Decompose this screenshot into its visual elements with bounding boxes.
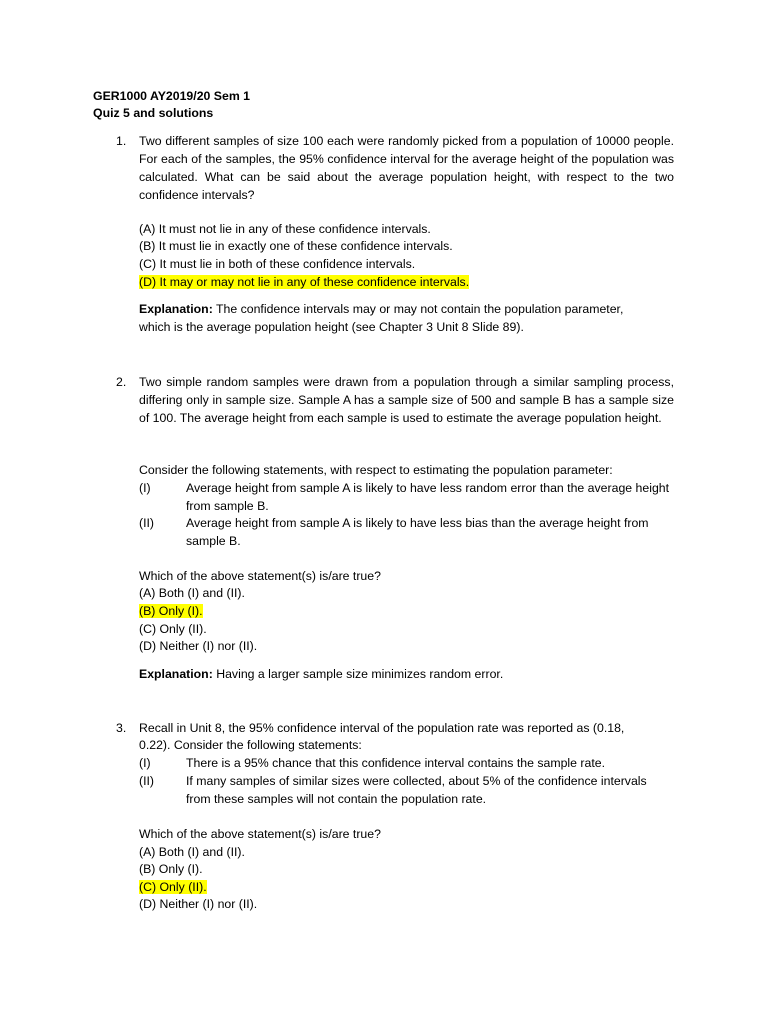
question-2-text: Two simple random samples were drawn from a population through a similar sampling process, differing only in sample size. Sample A has a sample size of 500 and sample B has a sample size of 100. The average height from each sample is used to estimate the average population height. — [139, 375, 674, 425]
explanation-text: Having a larger sample size minimizes random error. — [212, 667, 504, 681]
document-subtitle: Quiz 5 and solutions — [93, 106, 214, 120]
answer-highlight: (B) Only (I). — [139, 604, 203, 618]
answer-highlight: (D) It may or may not lie in any of these confidence intervals. — [139, 275, 470, 289]
document-title: GER1000 AY2019/20 Sem 1 — [93, 89, 251, 103]
q2-option-b-answer — [139, 602, 203, 620]
q3-option-b: (B) Only (I). — [139, 862, 203, 876]
question-1-text: Two different samples of size 100 each were randomly picked from a population of 10000 people. For each of the samples, the 95% confidence interval for the average height of the population was calculated. What can be said about the average population height, with respect to the two confidence intervals? — [139, 134, 674, 202]
q2-option-c: (C) Only (II). — [139, 622, 207, 636]
q1-option-a: (A) It must not lie in any of these confidence intervals. — [139, 222, 431, 236]
q2-statement-1-text: Average height from sample A is likely to have less random error than the average height from sample B. — [186, 481, 670, 513]
q3-statement-1-text: There is a 95% chance that this confidence interval contains the sample rate. — [186, 756, 606, 770]
question-3-line-1: Recall in Unit 8, the 95% confidence interval of the population rate was reported as (0.18, — [139, 721, 625, 735]
q1-explanation-line-2: which is the average population height (see Chapter 3 Unit 8 Slide 89). — [139, 320, 524, 334]
q3-statement-1-label: (I) — [139, 756, 151, 770]
q3-statement-2-label: (II) — [139, 774, 155, 788]
q2-statement-1-label: (I) — [139, 481, 151, 495]
q2-explanation — [139, 665, 503, 683]
explanation-text: The confidence intervals may or may not contain the population parameter, — [212, 302, 624, 316]
q3-option-d: (D) Neither (I) nor (II). — [139, 897, 258, 911]
q1-option-c: (C) It must lie in both of these confidence intervals. — [139, 257, 416, 271]
q1-explanation-line-1 — [139, 300, 623, 318]
q3-statement-2-text: If many samples of similar sizes were collected, about 5% of the confidence intervals from these samples will not contain the population rate. — [186, 774, 647, 806]
question-1-number: 1. — [116, 134, 127, 148]
q2-statement-2-text: Average height from sample A is likely to have less bias than the average height from sample B. — [186, 516, 649, 548]
q3-question: Which of the above statement(s) is/are true? — [139, 827, 381, 841]
q2-statement-2-label: (II) — [139, 516, 155, 530]
q2-question: Which of the above statement(s) is/are true? — [139, 569, 381, 583]
question-3-line-2: 0.22). Consider the following statements: — [139, 738, 362, 752]
question-2-number: 2. — [116, 375, 127, 389]
q3-option-a: (A) Both (I) and (II). — [139, 845, 245, 859]
answer-highlight: (C) Only (II). — [139, 880, 207, 894]
q2-consider-text: Consider the following statements, with respect to estimating the population parameter: — [139, 463, 613, 477]
q2-option-a: (A) Both (I) and (II). — [139, 586, 245, 600]
q1-option-d-answer — [139, 273, 469, 291]
explanation-label: Explanation: — [139, 302, 213, 316]
question-3-number: 3. — [116, 721, 127, 735]
q2-option-d: (D) Neither (I) nor (II). — [139, 639, 258, 653]
explanation-label: Explanation: — [139, 667, 213, 681]
q1-option-b: (B) It must lie in exactly one of these confidence intervals. — [139, 239, 453, 253]
q3-option-c-answer — [139, 878, 207, 896]
